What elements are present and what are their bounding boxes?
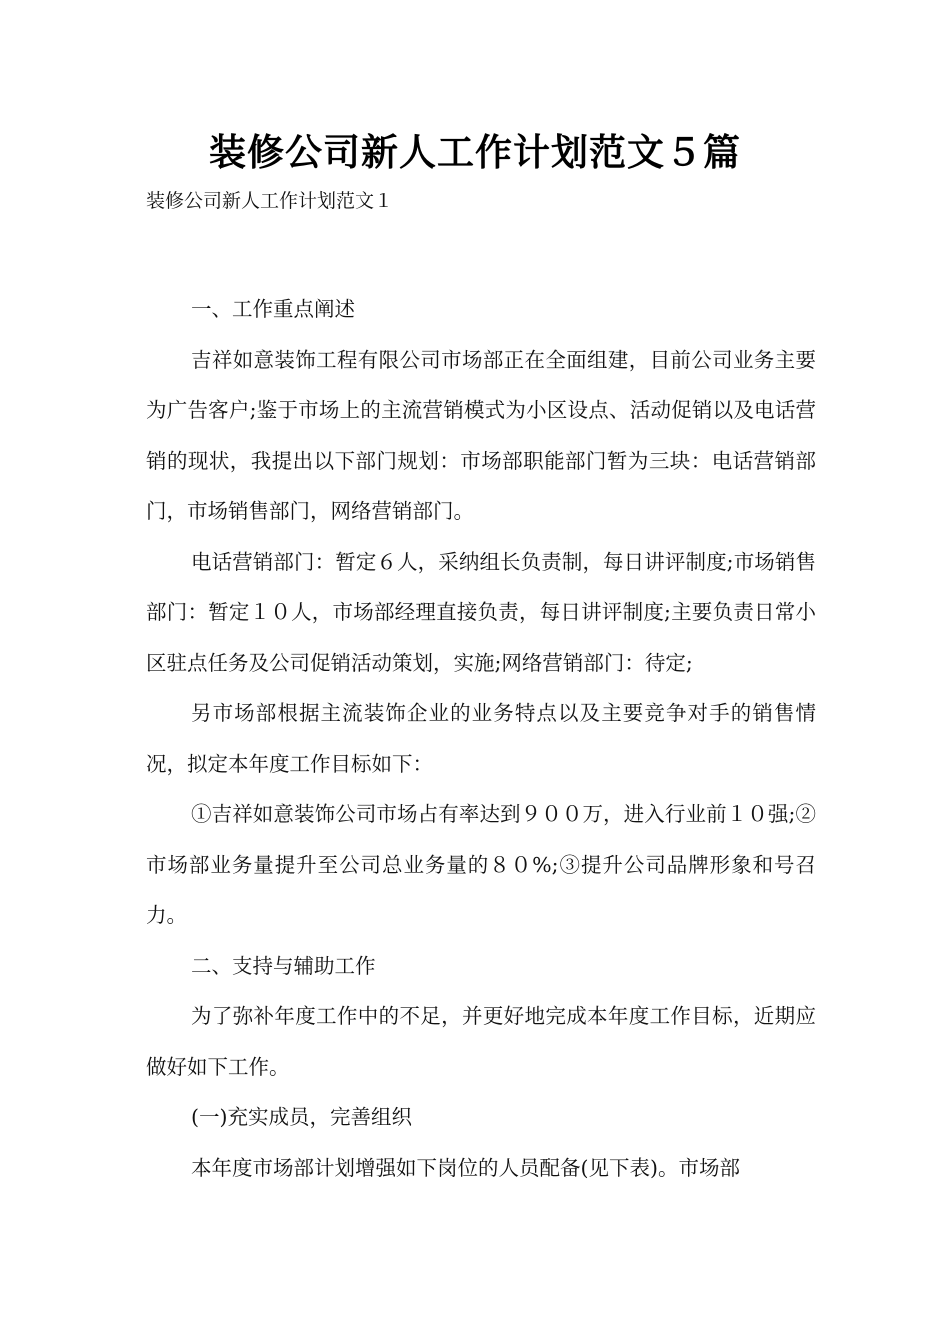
paragraph: 为了弥补年度工作中的不足，并更好地完成本年度工作目标，近期应做好如下工作。 <box>146 1004 816 1079</box>
paragraph: 电话营销部门：暂定６人，采纳组长负责制，每日讲评制度;市场销售部门：暂定１０人，市场部经理直接负责，每日讲评制度;主要负责日常小区驻点任务及公司促销活动策划，实施;网络营销部门：待定; <box>146 549 816 675</box>
paragraph: 本年度市场部计划增强如下岗位的人员配备(见下表)。市场部 <box>191 1155 740 1180</box>
document-title: 装修公司新人工作计划范文５篇 <box>209 131 741 174</box>
paragraph: 另市场部根据主流装饰企业的业务特点以及主要竞争对手的销售情况，拟定本年度工作目标如下： <box>146 701 816 776</box>
document-body <box>146 284 816 1193</box>
section-heading-2: 二、支持与辅助工作 <box>191 953 376 978</box>
subsection-heading: (一)充实成员，完善组织 <box>191 1105 412 1129</box>
paragraph: 吉祥如意装饰工程有限公司市场部正在全面组建，目前公司业务主要为广告客户;鉴于市场上的主流营销模式为小区设点、活动促销以及电话营销的现状，我提出以下部门规划：市场部职能部门暂为三块：电话营销部门，市场销售部门，网络营销部门。 <box>146 347 816 523</box>
section-heading-1: 一、工作重点阐述 <box>191 297 355 321</box>
document-subtitle: 装修公司新人工作计划范文１ <box>146 190 394 212</box>
paragraph: ①吉祥如意装饰公司市场占有率达到９００万，进入行业前１０强;②市场部业务量提升至公司总业务量的８０%;③提升公司品牌形象和号召力。 <box>146 802 816 927</box>
